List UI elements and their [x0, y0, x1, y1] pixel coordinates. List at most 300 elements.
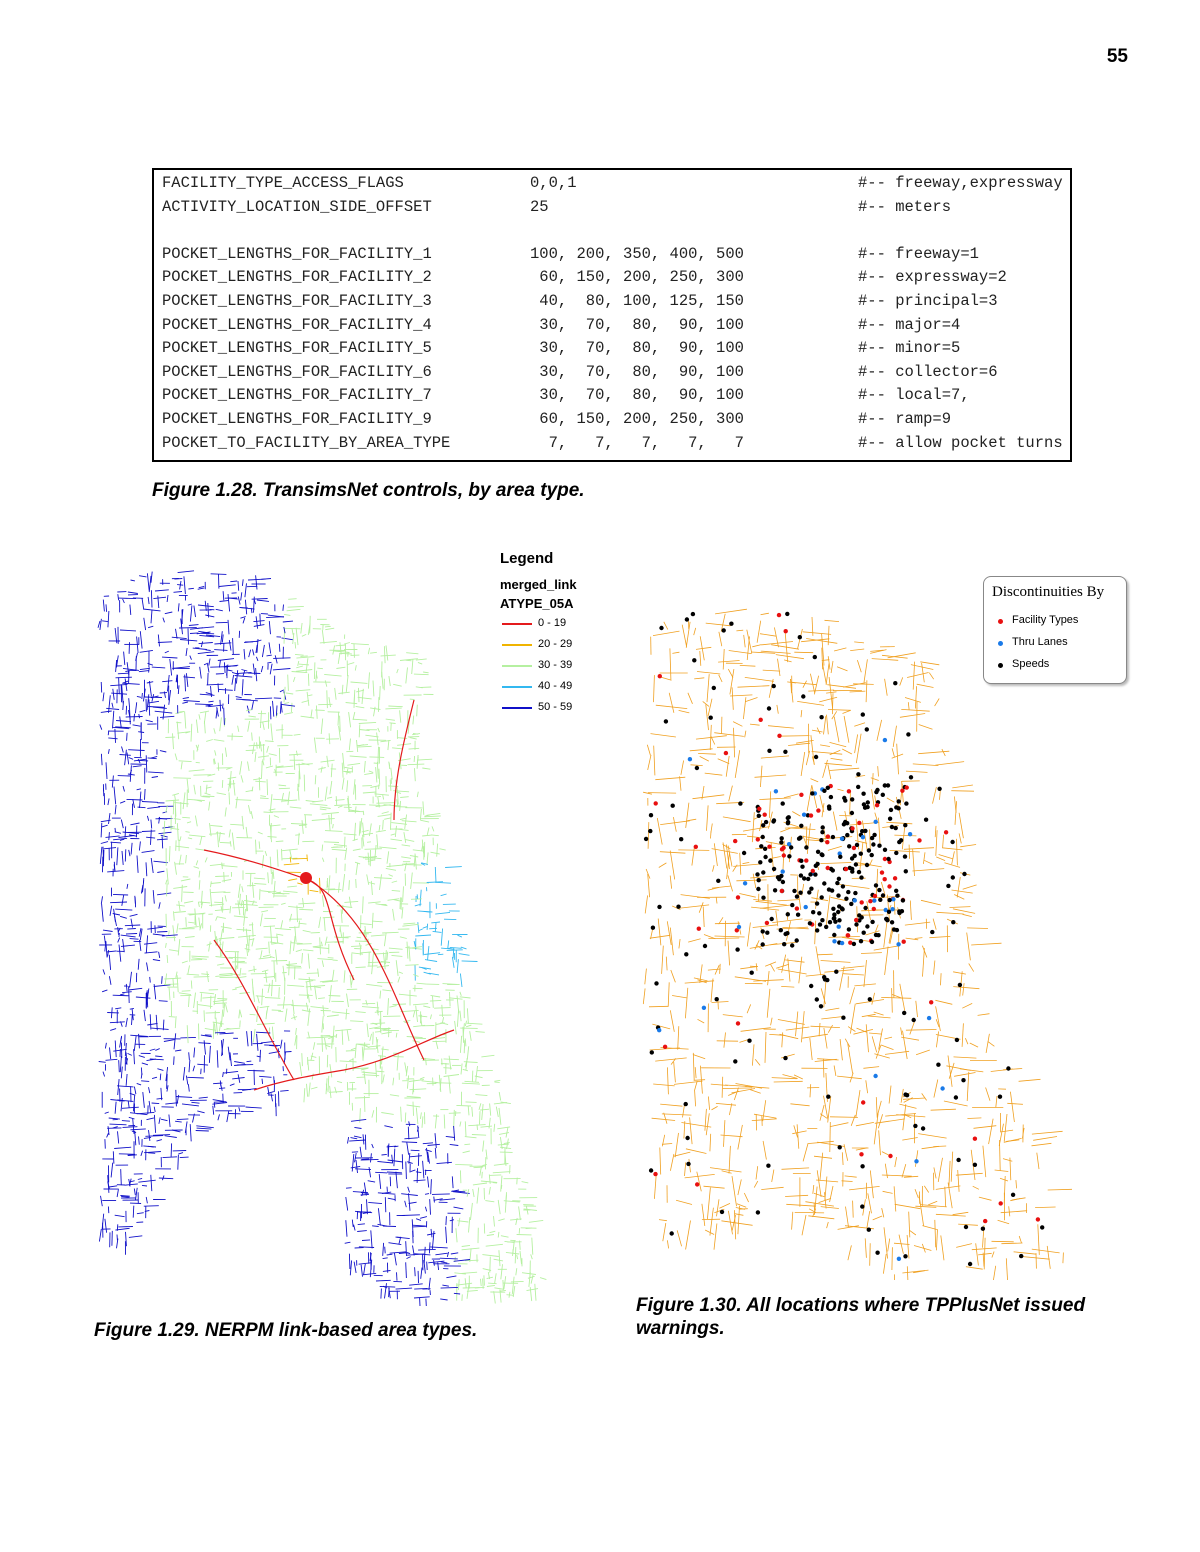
- warning-dot: [799, 873, 803, 877]
- warning-dot: [901, 898, 905, 902]
- network-link: [288, 792, 290, 806]
- network-link: [669, 693, 674, 713]
- network-link: [887, 798, 895, 802]
- network-link: [338, 806, 342, 808]
- network-link: [126, 1074, 127, 1086]
- network-link: [392, 1155, 393, 1163]
- network-link: [394, 1149, 395, 1167]
- warning-dot: [873, 894, 877, 898]
- warning-dot: [824, 925, 828, 929]
- network-link: [786, 921, 790, 941]
- network-link: [449, 1113, 461, 1114]
- network-link: [733, 722, 742, 727]
- network-link: [222, 879, 231, 881]
- network-link: [155, 1056, 162, 1057]
- network-link: [134, 1189, 135, 1195]
- warning-dot: [759, 718, 763, 722]
- warning-dot: [998, 1095, 1002, 1099]
- network-link: [899, 1104, 916, 1108]
- network-link: [173, 925, 175, 941]
- network-link: [736, 880, 766, 881]
- warning-dot: [861, 1100, 865, 1104]
- network-link: [660, 1104, 682, 1106]
- network-link: [260, 741, 261, 751]
- network-link: [125, 849, 126, 861]
- network-link: [307, 982, 308, 999]
- network-link: [340, 642, 341, 654]
- warning-dot: [908, 832, 912, 836]
- network-link: [820, 795, 824, 812]
- network-link: [199, 902, 210, 903]
- network-link: [386, 645, 388, 660]
- network-link: [298, 661, 299, 666]
- network-link: [444, 1059, 459, 1060]
- network-link: [472, 1135, 486, 1136]
- warning-dot: [866, 800, 870, 804]
- network-link: [327, 797, 332, 798]
- network-link: [694, 1081, 697, 1091]
- network-link: [308, 674, 309, 686]
- network-link: [446, 1216, 447, 1225]
- warning-dot: [930, 930, 934, 934]
- network-link: [960, 1069, 983, 1072]
- network-link: [410, 738, 417, 740]
- network-link: [354, 695, 355, 708]
- network-link: [167, 1074, 168, 1089]
- network-link: [244, 900, 257, 902]
- network-link: [249, 650, 251, 657]
- warning-dot: [702, 1006, 706, 1010]
- network-link: [810, 1084, 811, 1097]
- network-link: [801, 752, 805, 776]
- network-link: [815, 921, 816, 945]
- network-link: [824, 970, 854, 973]
- warning-dot: [770, 917, 774, 921]
- network-link: [918, 1134, 946, 1139]
- network-link: [109, 832, 110, 840]
- network-link: [103, 930, 113, 931]
- network-link: [388, 1160, 403, 1162]
- network-link: [698, 753, 716, 754]
- network-link: [740, 967, 757, 969]
- warning-dot: [863, 906, 867, 910]
- network-link: [105, 1043, 106, 1049]
- network-link: [724, 1032, 726, 1047]
- network-link: [441, 894, 447, 896]
- network-link: [697, 1172, 702, 1192]
- warning-dot: [861, 712, 865, 716]
- network-link: [417, 792, 418, 797]
- warning-dot: [903, 1254, 907, 1258]
- network-link: [460, 992, 461, 996]
- network-link: [115, 1041, 116, 1058]
- network-link: [745, 677, 774, 681]
- network-link: [258, 832, 263, 834]
- network-link: [129, 850, 130, 856]
- network-link: [967, 1072, 969, 1101]
- network-link: [295, 1035, 297, 1045]
- network-link: [272, 1027, 273, 1040]
- network-link: [415, 935, 431, 936]
- network-link: [402, 1215, 420, 1216]
- network-link: [276, 706, 277, 716]
- network-link: [248, 969, 256, 971]
- network-link: [103, 969, 105, 974]
- network-link: [262, 855, 263, 868]
- network-link: [465, 1137, 477, 1138]
- network-link: [486, 1244, 503, 1246]
- network-link: [187, 822, 191, 823]
- network-link: [823, 760, 828, 778]
- network-link: [767, 989, 770, 1018]
- network-link: [401, 857, 411, 859]
- network-link: [349, 880, 350, 890]
- network-link: [240, 1010, 242, 1017]
- code-comment: #-- freeway=1: [858, 244, 979, 263]
- network-link: [855, 734, 858, 753]
- network-link: [142, 598, 144, 609]
- network-link: [785, 1195, 808, 1196]
- network-link: [102, 990, 107, 992]
- network-link: [906, 771, 928, 772]
- network-link: [726, 756, 729, 777]
- network-link: [821, 961, 851, 963]
- network-link: [194, 606, 196, 617]
- network-link: [296, 950, 302, 952]
- network-link: [225, 748, 226, 757]
- warning-dot: [765, 931, 769, 935]
- network-link: [174, 912, 186, 913]
- network-link: [411, 873, 413, 889]
- network-link: [664, 622, 668, 630]
- network-link: [448, 940, 449, 949]
- network-link: [988, 1041, 995, 1046]
- network-link: [347, 763, 360, 765]
- warning-dot: [850, 811, 854, 815]
- network-link: [262, 1079, 263, 1084]
- network-link: [137, 789, 141, 790]
- network-link: [109, 1186, 117, 1187]
- network-link: [942, 749, 945, 756]
- network-link: [296, 670, 312, 672]
- network-link: [142, 851, 155, 853]
- network-link: [151, 572, 152, 583]
- network-link: [382, 672, 383, 689]
- legend-item: [500, 636, 577, 657]
- network-link: [738, 1206, 740, 1234]
- network-link: [101, 682, 102, 693]
- warning-dot: [649, 1168, 653, 1172]
- network-link: [379, 1174, 381, 1189]
- network-link: [522, 1182, 529, 1183]
- network-link: [686, 622, 690, 648]
- warning-dot: [738, 801, 742, 805]
- network-link: [220, 1033, 234, 1034]
- network-link: [375, 1061, 376, 1077]
- network-link: [160, 716, 174, 717]
- network-link: [320, 937, 321, 954]
- network-link: [375, 1011, 383, 1012]
- network-link: [103, 600, 104, 612]
- legend-label: Speeds: [1012, 658, 1050, 670]
- network-link: [884, 1037, 892, 1039]
- network-link: [413, 1011, 415, 1017]
- warning-dot: [838, 1145, 842, 1149]
- warning-dot: [847, 844, 851, 848]
- network-link: [421, 1268, 422, 1279]
- network-link: [349, 712, 351, 727]
- network-link: [252, 979, 253, 995]
- warning-dot: [819, 838, 823, 842]
- network-link: [191, 981, 192, 989]
- network-link: [336, 667, 345, 668]
- network-link: [457, 996, 459, 1014]
- network-link: [772, 1078, 797, 1079]
- warning-dot: [756, 887, 760, 891]
- network-link: [247, 1070, 264, 1071]
- network-link: [147, 573, 149, 590]
- network-link: [387, 865, 404, 867]
- network-link: [259, 1076, 271, 1077]
- network-link: [351, 1138, 358, 1139]
- network-link: [482, 1255, 498, 1257]
- network-link: [535, 1284, 536, 1301]
- network-link: [103, 847, 104, 861]
- network-link: [942, 848, 962, 850]
- network-link: [200, 837, 202, 846]
- network-link: [295, 654, 304, 655]
- warning-dot: [878, 898, 882, 902]
- network-link: [194, 867, 199, 869]
- network-link: [117, 1224, 118, 1231]
- network-link: [110, 1029, 116, 1031]
- network-link: [247, 1061, 252, 1062]
- network-link: [270, 857, 271, 874]
- network-link: [480, 1109, 489, 1110]
- network-link: [309, 1083, 310, 1097]
- network-link: [281, 704, 295, 706]
- warning-dot: [822, 881, 826, 885]
- network-link: [460, 997, 471, 998]
- network-link: [295, 642, 296, 649]
- network-link: [687, 819, 696, 821]
- network-link: [148, 663, 153, 665]
- network-link: [732, 1089, 756, 1093]
- network-link: [228, 784, 236, 785]
- network-link: [866, 680, 867, 702]
- network-link: [380, 1286, 396, 1287]
- network-link: [206, 740, 213, 742]
- warning-dot: [860, 900, 864, 904]
- network-link: [283, 621, 293, 622]
- network-link: [831, 661, 833, 673]
- network-link: [359, 821, 360, 836]
- network-link: [300, 1062, 302, 1076]
- network-link: [752, 1119, 777, 1121]
- network-link: [134, 714, 135, 722]
- network-link: [115, 828, 116, 833]
- network-link: [774, 1081, 803, 1082]
- network-link: [101, 842, 108, 844]
- network-link: [362, 830, 369, 832]
- network-link: [754, 1114, 776, 1118]
- network-link: [459, 1218, 460, 1226]
- network-link: [383, 1243, 384, 1256]
- warning-dot: [772, 867, 776, 871]
- network-link: [286, 964, 297, 965]
- warning-dot: [837, 877, 841, 881]
- warning-dot: [703, 944, 707, 948]
- network-link: [401, 1194, 418, 1196]
- network-link: [1020, 1256, 1049, 1259]
- network-link: [872, 659, 899, 661]
- network-link: [387, 1254, 393, 1255]
- network-link: [493, 1172, 511, 1173]
- warning-dot: [737, 925, 741, 929]
- network-link: [428, 1144, 440, 1145]
- network-link: [142, 1063, 148, 1065]
- network-link: [113, 995, 130, 996]
- network-link: [889, 1086, 891, 1104]
- network-link: [269, 621, 270, 634]
- network-link: [484, 1275, 485, 1285]
- network-link: [833, 812, 837, 831]
- network-link: [707, 805, 709, 830]
- network-link: [265, 971, 267, 983]
- network-link: [685, 1162, 686, 1176]
- network-link: [274, 881, 275, 898]
- network-link: [446, 1227, 447, 1244]
- network-link: [690, 749, 713, 751]
- network-link: [490, 1103, 491, 1115]
- network-link: [416, 1172, 421, 1173]
- warning-dot: [870, 853, 874, 857]
- network-link: [246, 1107, 262, 1108]
- network-link: [868, 1193, 872, 1213]
- network-link: [712, 1106, 718, 1110]
- network-link: [473, 1183, 487, 1185]
- warning-dot: [873, 1074, 877, 1078]
- network-link: [144, 618, 146, 630]
- warning-dot: [883, 738, 887, 742]
- warning-dot: [779, 928, 783, 932]
- network-link: [207, 943, 212, 945]
- network-link: [475, 1095, 487, 1096]
- network-link: [900, 714, 925, 718]
- network-link: [209, 802, 210, 811]
- network-link: [361, 1194, 369, 1195]
- network-link: [354, 779, 355, 794]
- network-link: [242, 886, 243, 892]
- network-link: [803, 632, 831, 635]
- network-link: [520, 1251, 522, 1264]
- warning-dot: [814, 755, 818, 759]
- code-key: POCKET_LENGTHS_FOR_FACILITY_1: [162, 244, 432, 263]
- network-link: [352, 1154, 354, 1171]
- legend-label: 20 - 29: [538, 638, 573, 650]
- network-link: [271, 1093, 273, 1101]
- network-link: [153, 597, 166, 598]
- network-link: [465, 1278, 466, 1288]
- warning-dot: [777, 613, 781, 617]
- network-link: [406, 1162, 407, 1180]
- network-link: [359, 725, 360, 738]
- network-link: [192, 958, 207, 960]
- network-link: [915, 1206, 936, 1207]
- warning-dot: [831, 835, 835, 839]
- network-link: [223, 591, 224, 600]
- network-link: [284, 687, 285, 703]
- network-link: [326, 1084, 327, 1091]
- network-link: [186, 917, 187, 927]
- warning-dot: [905, 785, 909, 789]
- warning-dot: [658, 674, 662, 678]
- network-link: [177, 923, 178, 933]
- network-link: [1003, 1159, 1012, 1162]
- legend-item: [500, 657, 577, 678]
- network-link: [113, 838, 127, 840]
- network-link: [278, 1011, 283, 1012]
- network-link: [115, 1215, 125, 1217]
- network-link: [834, 1066, 836, 1076]
- network-link: [138, 1180, 155, 1182]
- warning-dot: [716, 879, 720, 883]
- network-link: [177, 1119, 189, 1120]
- network-link: [407, 1162, 413, 1164]
- legend-layer-name: merged_link: [500, 577, 577, 592]
- warning-dot: [799, 859, 803, 863]
- network-link: [351, 946, 362, 947]
- network-link: [358, 697, 372, 699]
- network-link: [675, 1133, 678, 1157]
- warning-dot: [720, 1210, 724, 1214]
- warning-dot: [795, 906, 799, 910]
- warning-dot: [774, 789, 778, 793]
- network-link: [297, 906, 298, 923]
- network-link: [417, 759, 432, 760]
- network-link: [128, 774, 135, 775]
- network-link: [695, 1091, 696, 1107]
- network-link: [162, 837, 163, 849]
- network-link: [281, 903, 286, 904]
- network-link: [322, 845, 323, 852]
- network-link: [705, 773, 723, 775]
- network-link: [170, 659, 172, 676]
- network-link: [704, 935, 715, 939]
- network-link: [363, 896, 364, 913]
- network-link: [148, 626, 153, 628]
- network-link: [147, 816, 148, 821]
- network-link: [505, 1195, 506, 1213]
- warning-dot: [685, 1136, 689, 1140]
- network-link: [148, 758, 157, 759]
- network-link: [152, 777, 158, 778]
- warning-dot: [810, 791, 814, 795]
- network-link: [179, 712, 184, 713]
- network-link: [706, 623, 731, 626]
- network-link: [413, 850, 425, 851]
- warning-dot: [829, 795, 833, 799]
- network-link: [850, 691, 866, 692]
- network-link: [785, 630, 788, 662]
- network-link: [939, 855, 953, 859]
- network-link: [668, 982, 669, 1006]
- network-link: [204, 1040, 205, 1054]
- network-link: [118, 938, 120, 943]
- network-link: [257, 1023, 275, 1024]
- warning-dot: [756, 837, 760, 841]
- warning-dot: [917, 838, 921, 842]
